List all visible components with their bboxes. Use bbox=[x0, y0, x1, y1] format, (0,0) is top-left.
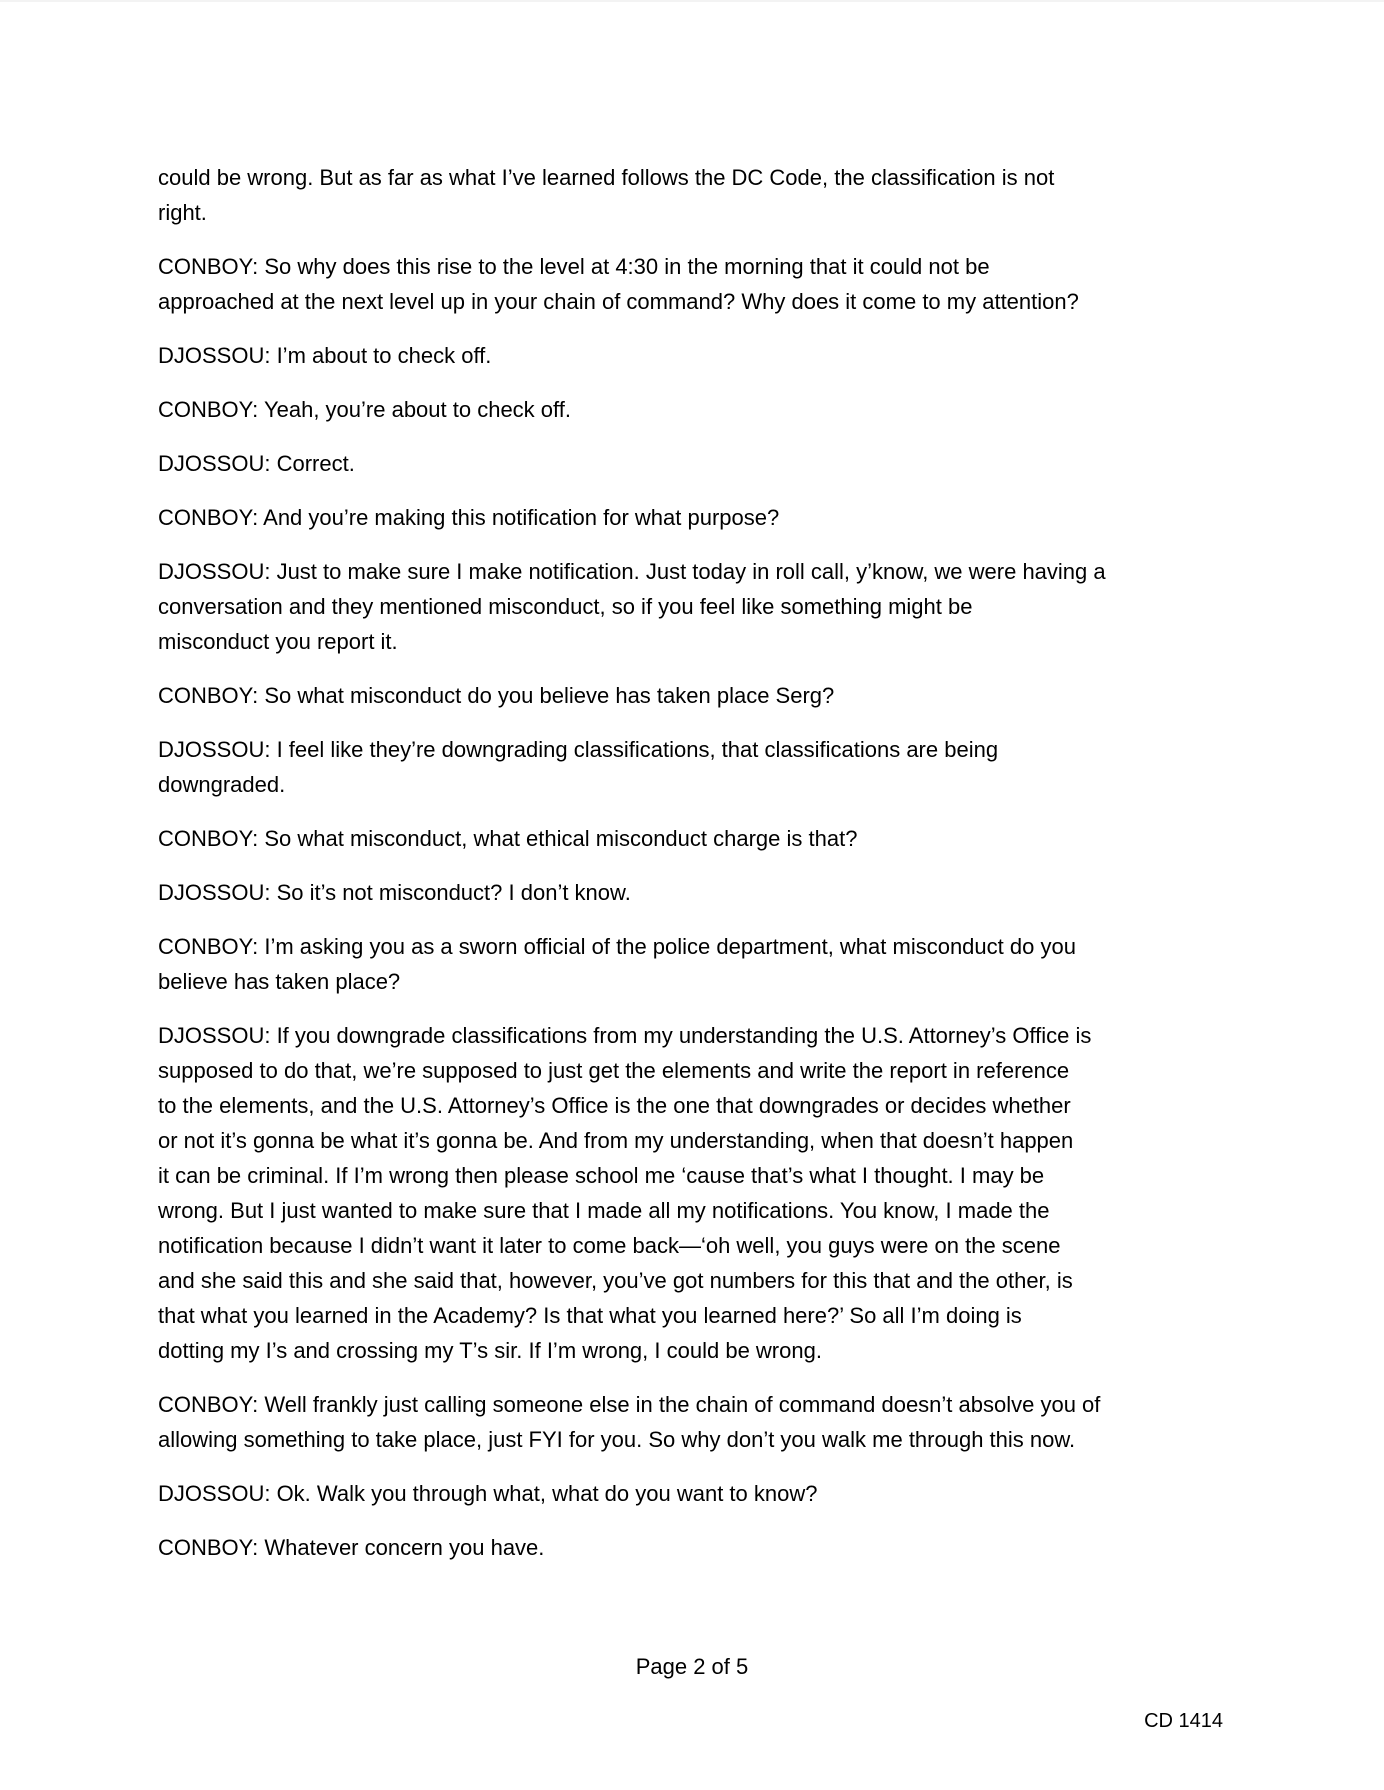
transcript-paragraph bbox=[158, 821, 1224, 856]
transcript-line: or not it’s gonna be what it’s gonna be. And from my understanding, when that doesn’t happen bbox=[158, 1128, 1074, 1153]
transcript-paragraph bbox=[158, 500, 1224, 535]
transcript-paragraph bbox=[158, 875, 1224, 910]
transcript-body bbox=[158, 160, 1224, 1584]
transcript-line: DJOSSOU: I feel like they’re downgrading classifications, that classifications are being bbox=[158, 737, 999, 762]
document-id: CD 1414 bbox=[1144, 1710, 1223, 1732]
transcript-line: that what you learned in the Academy? Is that what you learned here?’ So all I’m doing is bbox=[158, 1303, 1022, 1328]
transcript-line: conversation and they mentioned misconduct, so if you feel like something might be bbox=[158, 594, 973, 619]
transcript-line: notification because I didn’t want it later to come back—‘oh well, you guys were on the scene bbox=[158, 1233, 1061, 1258]
transcript-paragraph bbox=[158, 446, 1224, 481]
transcript-line: and she said this and she said that, however, you’ve got numbers for this that and the other, is bbox=[158, 1268, 1073, 1293]
transcript-line: DJOSSOU: I’m about to check off. bbox=[158, 343, 492, 368]
transcript-line: approached at the next level up in your chain of command? Why does it come to my attention? bbox=[158, 289, 1079, 314]
transcript-paragraph bbox=[158, 1476, 1224, 1511]
transcript-paragraph bbox=[158, 554, 1224, 659]
transcript-line: dotting my I’s and crossing my T’s sir. If I’m wrong, I could be wrong. bbox=[158, 1338, 822, 1363]
transcript-line: CONBOY: I’m asking you as a sworn official of the police department, what misconduct do you bbox=[158, 934, 1076, 959]
transcript-line: could be wrong. But as far as what I’ve learned follows the DC Code, the classification is not bbox=[158, 165, 1055, 190]
transcript-line: CONBOY: So what misconduct, what ethical misconduct charge is that? bbox=[158, 826, 858, 851]
transcript-paragraph bbox=[158, 392, 1224, 427]
transcript-paragraph bbox=[158, 1018, 1224, 1368]
transcript-line: right. bbox=[158, 200, 207, 225]
transcript-line: believe has taken place? bbox=[158, 969, 401, 994]
transcript-paragraph bbox=[158, 678, 1224, 713]
transcript-line: wrong. But I just wanted to make sure that I made all my notifications. You know, I made the bbox=[158, 1198, 1050, 1223]
transcript-paragraph bbox=[158, 1530, 1224, 1565]
transcript-paragraph bbox=[158, 732, 1224, 802]
transcript-line: CONBOY: Well frankly just calling someone else in the chain of command doesn’t absolve you of bbox=[158, 1392, 1101, 1417]
transcript-paragraph bbox=[158, 1387, 1224, 1457]
transcript-line: to the elements, and the U.S. Attorney’s Office is the one that downgrades or decides whether bbox=[158, 1093, 1071, 1118]
transcript-paragraph bbox=[158, 338, 1224, 373]
transcript-line: CONBOY: And you’re making this notification for what purpose? bbox=[158, 505, 780, 530]
transcript-line: DJOSSOU: Ok. Walk you through what, what do you want to know? bbox=[158, 1481, 818, 1506]
transcript-line: CONBOY: So why does this rise to the level at 4:30 in the morning that it could not be bbox=[158, 254, 990, 279]
transcript-line: DJOSSOU: Just to make sure I make notification. Just today in roll call, y’know, we were having a bbox=[158, 559, 1106, 584]
transcript-line: downgraded. bbox=[158, 772, 286, 797]
transcript-line: allowing something to take place, just FYI for you. So why don’t you walk me through this now. bbox=[158, 1427, 1076, 1452]
transcript-line: CONBOY: Whatever concern you have. bbox=[158, 1535, 545, 1560]
transcript-line: DJOSSOU: Correct. bbox=[158, 451, 355, 476]
transcript-line: it can be criminal. If I’m wrong then please school me ‘cause that’s what I thought. I may be bbox=[158, 1163, 1045, 1188]
transcript-paragraph bbox=[158, 929, 1224, 999]
transcript-line: supposed to do that, we’re supposed to just get the elements and write the report in reference bbox=[158, 1058, 1070, 1083]
transcript-paragraph bbox=[158, 160, 1224, 230]
transcript-line: CONBOY: Yeah, you’re about to check off. bbox=[158, 397, 571, 422]
transcript-paragraph bbox=[158, 249, 1224, 319]
transcript-line: DJOSSOU: So it’s not misconduct? I don’t know. bbox=[158, 880, 631, 905]
transcript-line: DJOSSOU: If you downgrade classifications from my understanding the U.S. Attorney’s Office is bbox=[158, 1023, 1092, 1048]
transcript-line: misconduct you report it. bbox=[158, 629, 398, 654]
page-number: Page 2 of 5 bbox=[635, 1654, 749, 1679]
transcript-line: CONBOY: So what misconduct do you believe has taken place Serg? bbox=[158, 683, 835, 708]
